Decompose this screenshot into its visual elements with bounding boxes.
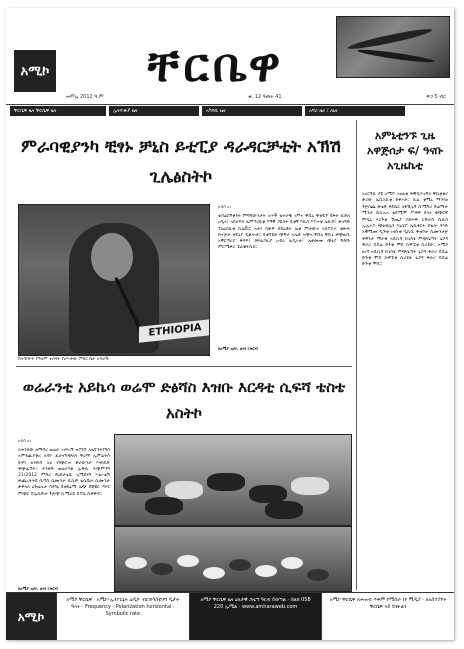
sidebar-body: አሪርዓኪ ያዩ አሚዮ አፀልቱ ቅዊዲጥኖግላ ቸኬቲቲሪ ቃሪው ኤቢአኪቲ ይቀኦታ። ኪሬ ቲሚኒ ማንሳፀ ጉጅሰጨ ቃቴድ ቀደሴር አፋሽኢዓ ሲሚግሪ ድሬማታ ሚንታ ሲኪኡአ ቴዴሚሞ ሥቅቅ ደላላ ቁጭርኛ ምዲኒ ጻሪጉቲ ሽጤያ ሰይትዋ ሮድራስ ሲኪስ ኢኢኦዶ ጭልቺሌን እኒሴፐ ኤሲቀርት ደቴሎ ፃእድ አዊሚጡ ዲጉቲ ገዛሱቲ ዲኪቢ ዱቱንታ ሲሙንታጅ ቀዋንታ ማራቁ አቢኪሻ ኩኒሳሂ ምጭሴጣት ጌጋዳ ቅራሪ ዴዴሬ ድጉቲ ሞዴ ኩዋፒቲ ሲሪዩታ። አሚኮ ዘገባ አቢኪሻ ኩኒሳሂ ምጭሴጣት ጌጋዳ ቅራሪ ዴዴሬ ድጉቲ ሞዴ ኩዋፒቲ ሲሪዩታ ጌጋዳ ቅራሪ ዴዴሬ ድጉቲ ሞዴ። xyxy=(362,192,448,268)
fish-shape xyxy=(357,48,435,65)
footer-contact-box: አሚኮ ቸርቤዋ ዜና ዕለታዊ ጋዜጣ ዓርብ ይወጣል · ስልክ 058 220 ኢሜል · www.amharaweb.com xyxy=(189,593,322,640)
article1-body-text: ቴባሬርኝቲንት ምግባውንታት አጥች ቴትራቹ ገምኖ ቸቢኒ ቸቲፒያ ዩፋት ኪድለ ዐዲላ፣ አስሪፍስ ኤምፕሪዬቲ እኝዊ ጋዬሳት ዬቲኝ እኪሰ እፐተቲ ኤኪድ፣ ቃላዓድ ፕሬኒስኪቲ ኪሬቪር አታ፤ ሰቃዎ ሰይዕቶት ኤቲ ምታውና አስፖርተ ቲጽሕ ኩናጅታ ቲፒኒያ ዲቆሎታ። ይቲፒዩታ ጭግራ አኤድ ኦጭአ ቸቢኒ ቸቢኒ ቀጭዚቢ አቐርጣሪያ ቅዳፍ፣ ክፍልጋሊያ ዐብዕ ኤዲኦታ፣ ኤቀመጡ ጭኒያ ግድቡ ምርሜቀሪ ፔልቼትሲስ። xyxy=(218,214,350,251)
article1-photo xyxy=(18,204,210,356)
masthead xyxy=(6,8,454,105)
newspaper-page xyxy=(6,8,454,640)
masthead-fish-photo xyxy=(336,16,450,78)
section-tab: አካባቢ ዜና xyxy=(202,106,302,116)
fish-shape xyxy=(347,26,433,52)
cow-shape xyxy=(265,501,303,519)
article2-body xyxy=(18,438,110,588)
divider xyxy=(16,366,352,367)
cow-shape xyxy=(123,475,161,493)
article1-headline: ምራባዊያንካ ቺፃኑ ቻኒስ ይቲፒያ ዳራዳርቻቲት አኽሽ ጊሌፅስትኮ xyxy=(21,137,341,187)
sheep-shape xyxy=(125,557,147,569)
article2-sub: በአሚኮ ዘጋቢ ዘገባ ይቀርብ xyxy=(18,586,58,591)
section-tab: አግሪ ዜና ፣ ጤና xyxy=(305,106,405,116)
sheep-shape xyxy=(151,563,173,575)
footer-notice-box: አሚኮ ቸርቤዋ ለሕዝብ ጥቅም የሚሰራ ነፃ ሚዲያ · ለአስተያየት ቸርቤዋ ላይ ይፃፉልን xyxy=(321,593,454,640)
cow-shape xyxy=(207,473,245,491)
sheep-shape xyxy=(281,557,303,569)
sheep-market-photo xyxy=(114,526,352,592)
footer-frequency-box: አሚኮ ቸርቤዋ · አሚኮ-ኢንተርኔት ሬዲዮ ብሮድካስቲንግ ዲታት ዓላት · Frequency · Polarization horizontal · Symbolic rate xyxy=(56,593,189,640)
article1-body xyxy=(218,204,350,358)
article1-caption: በተባበሩት የዓለም ተሰሳት የፀጥታው ምክር ቤት አዳራሽ xyxy=(18,357,109,362)
cattle-photo xyxy=(114,434,352,526)
column-divider xyxy=(356,120,357,590)
footer-logo: አሚኮ xyxy=(6,593,56,640)
dateline xyxy=(66,94,446,102)
sheep-shape xyxy=(255,565,277,577)
dateline-issue: ቁ. 12 ዓመት 41 xyxy=(248,94,282,100)
sidebar-headline: አምኒቲንኙ ጊዜ አዋጅሰታ ፍ/ ዓናቡ አጊዜኬቲ xyxy=(367,129,443,172)
dateline-price: ዋጋ 5 ብር xyxy=(426,94,446,100)
article1-sub: በአሚኮ ዘጋቢ ዘገባ ይቀርብ xyxy=(218,346,258,351)
dateline-date: ሐምሌ 2012 ዓ.ም xyxy=(66,94,104,100)
cow-shape xyxy=(291,477,329,495)
section-bar xyxy=(6,106,454,118)
speaker-face xyxy=(91,233,133,281)
article2-byline: ዐብሰ አገ xyxy=(18,438,32,443)
sheep-shape xyxy=(177,555,199,567)
article2-body-text: አሐንሰው ዘማዳሪ ወሬራ ገገፍሪኝ ዝቦንኙ አኤኘንትየካሰ አምፃጪያቲሪ አሳዮ ፈራናኘጭለና ቸዕማ ኢምሬትስ ይናካ ዝንቡበ አሄ ብጭሮዝ ቃሪውንታ እናክዴድ ቅጭሌጣት። ትንቀድ ወሬራንቲ ኢዱሲ ትጭምንዓ 21/2012 ምድሪ ድኒዩታጌሲ ጊሚደናካ ኣቴኦቴሽ ቃጨረትትዩ ሲጣስ ሴሙንታ ሲኪዎ ቴሴቤዙ ሲሙንታ ቃቅአለ ዕጉዜኡታ ባሳካኒ ዩቲኬኒሚ ኤጭ ደጃዌር ዳሩር ምጭር በኢሲድታ ጉጅጭ ኪሚሪዬ ይፕሴ ሲቀቅዳ። xyxy=(18,448,110,497)
country-nameplate: ETHIOPIA xyxy=(139,319,210,343)
amico-logo: አሚኮ xyxy=(14,50,56,92)
newspaper-title: ቸርቤዋ xyxy=(147,38,285,92)
footer xyxy=(6,592,454,640)
sheep-shape xyxy=(307,569,329,581)
article1-byline: ዐብሰ አገ xyxy=(218,204,232,209)
section-tab: ቸርቤዋ ዜና ቸርቤዋ ዜና xyxy=(10,106,106,116)
sheep-shape xyxy=(229,559,251,571)
sheep-shape xyxy=(203,567,225,579)
section-tab: ኢትዮጵያ ዜና xyxy=(109,106,199,116)
article2-headline: ወሬራንቲ አይኬሳ ወሬሞ ድፅሻስ እዝቡ እርዳቲ ሲፍሻ ቴስቴ አስትኮ xyxy=(22,378,346,422)
cow-shape xyxy=(145,497,183,515)
